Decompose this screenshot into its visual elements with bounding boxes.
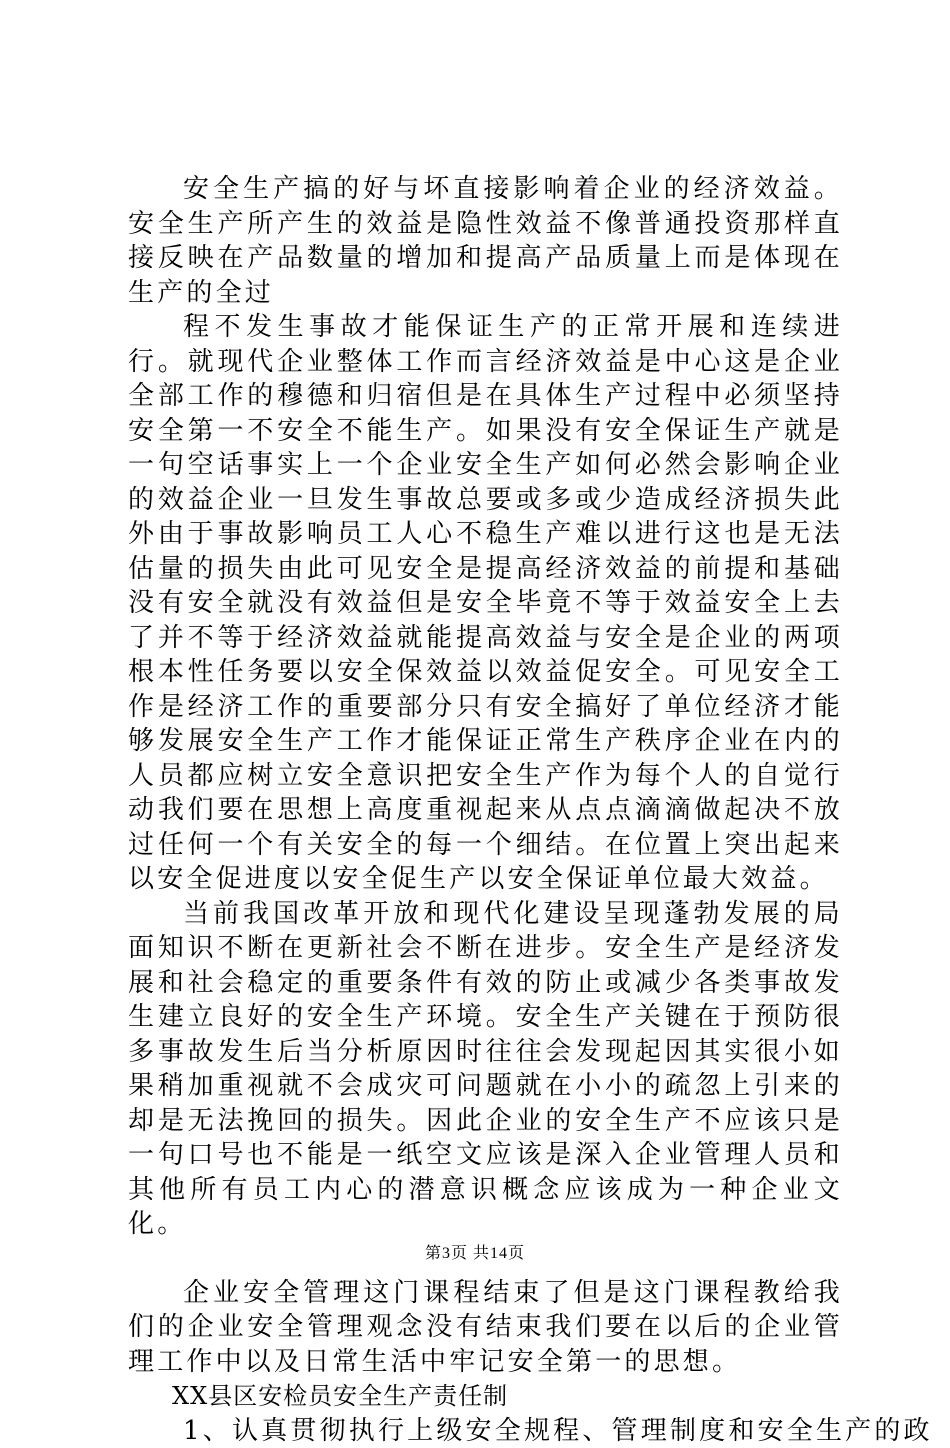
- paragraph-3: 当前我国改革开放和现代化建设呈现蓬勃发展的局面知识不断在更新社会不断在进步。安全生产是经济发展和社会稳定的重要条件有效的防止或减少各类事故发生建立良好的安全生产环境。安全生产关键在于预防很多事故发生后当分析原因时往往会发现起因其实很小如果稍加重视就不会成灾可问题就在小小的疏忽上引来的却是无法挽回的损失。因此企业的安全生产不应该只是一句口号也不能是一纸空文应该是深入企业管理人员和其他所有员工内心的潜意识概念应该成为一种企业文化。: [128, 897, 843, 1242]
- page-footer: 第3页 共14页: [0, 1244, 950, 1264]
- paragraph-2: 程不发生事故才能保证生产的正常开展和连续进行。就现代企业整体工作而言经济效益是中心这是企业全部工作的穆德和归宿但是在具体生产过程中必须坚持安全第一不安全不能生产。如果没有安全保证生产就是一句空话事实上一个企业安全生产如何必然会影响企业的效益企业一旦发生事故总要或多或少造成经济损失此外由于事故影响员工人心不稳生产难以进行这也是无法估量的损失由此可见安全是提高经济效益的前提和基础没有安全就没有效益但是安全毕竟不等于效益安全上去了并不等于经济效益就能提高效益与安全是企业的两项根本性任务要以安全保效益以效益促安全。可见安全工作是经济工作的重要部分只有安全搞好了单位经济才能够发展安全生产工作才能保证正常生产秩序企业在内的人员都应树立安全意识把安全生产作为每个人的自觉行动我们要在思想上高度重视起来从点点滴滴做起决不放过任何一个有关安全的每一个细结。在位置上突出起来以安全促进度以安全促生产以安全保证单位最大效益。: [128, 310, 843, 897]
- list-item-1: 1、认真贯彻执行上级安全规程、管理制度和安全生产的政: [128, 1414, 843, 1448]
- section-heading: XX县区安检员安全生产责任制: [128, 1379, 843, 1414]
- paragraph-1: 安全生产搞的好与坏直接影响着企业的经济效益。安全生产所产生的效益是隐性效益不像普通投资那样直接反映在产品数量的增加和提高产品质量上而是体现在生产的全过: [128, 172, 843, 310]
- paragraph-4: 企业安全管理这门课程结束了但是这门课程教给我们的企业安全管理观念没有结束我们要在以后的企业管理工作中以及日常生活中牢记安全第一的思想。: [128, 1276, 843, 1380]
